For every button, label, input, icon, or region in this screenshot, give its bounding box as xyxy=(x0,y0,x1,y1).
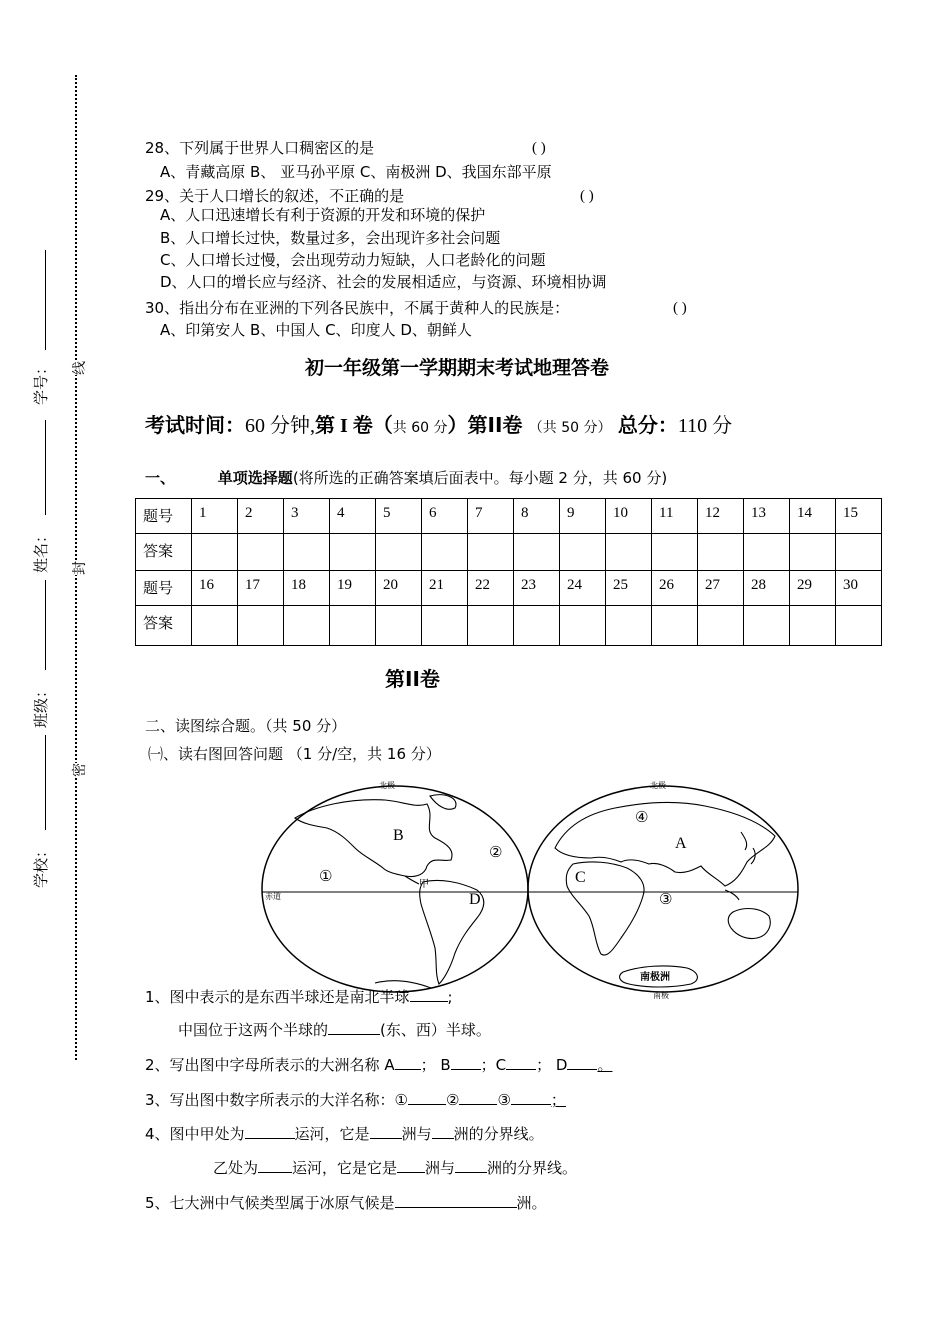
q5-end: 洲。 xyxy=(516,1194,547,1212)
field-label-school: 学校： xyxy=(32,842,51,889)
western-hemisphere-outline xyxy=(262,786,528,992)
answer-cell[interactable] xyxy=(606,534,652,571)
q-number-4: 4 xyxy=(330,499,376,534)
answer-cell[interactable] xyxy=(652,534,698,571)
q2-d: ； D xyxy=(536,1056,568,1074)
q5-line xyxy=(145,1192,547,1214)
field-label-name: 姓名： xyxy=(32,527,51,574)
q1a-text: 1、图中表示的是东西半球还是南北半球 xyxy=(145,988,410,1006)
answer-cell[interactable] xyxy=(192,534,238,571)
q30-options: A、印第安人 B、中国人 C、印度人 D、朝鲜人 xyxy=(160,321,472,339)
hemispheres-map xyxy=(255,778,805,1000)
vol2-title: 第II卷 xyxy=(385,667,440,691)
exam-time-value: 60 分钟, xyxy=(245,415,315,437)
q29-bracket: ( ) xyxy=(580,188,594,204)
vol2-score: （共 50 分） xyxy=(528,420,612,436)
q3-end: ； xyxy=(550,1091,566,1109)
section1-num: 一、 xyxy=(145,469,176,487)
q-number-7: 7 xyxy=(468,499,514,534)
answer-cell[interactable] xyxy=(790,606,836,646)
map-label-equator: 赤道 xyxy=(265,892,281,901)
q4-end: 洲的分界线。 xyxy=(453,1125,544,1143)
map-label-3: ③ xyxy=(659,890,673,908)
map-label-north-pole-w: 北极 xyxy=(379,781,395,790)
q4b-mid1: 运河，它是它是 xyxy=(292,1159,398,1177)
table-row-ans2 xyxy=(136,606,882,646)
map-label-1: ① xyxy=(319,867,333,885)
vol1-label: 第 I 卷（ xyxy=(315,415,393,437)
answer-cell[interactable] xyxy=(422,534,468,571)
answer-cell[interactable] xyxy=(790,534,836,571)
map-label-jia: 甲 xyxy=(419,879,429,890)
q-number-23: 23 xyxy=(514,571,560,606)
table-header-num: 题号 xyxy=(136,571,192,606)
answer-cell[interactable] xyxy=(376,534,422,571)
answer-cell[interactable] xyxy=(836,534,882,571)
q28-options: A、青藏高原 B、 亚马孙平原 C、南极洲 D、我国东部平原 xyxy=(160,163,552,181)
field-line-class xyxy=(45,580,46,670)
answer-cell[interactable] xyxy=(468,534,514,571)
q-number-28: 28 xyxy=(744,571,790,606)
seal-char-line: 线 xyxy=(69,361,89,375)
field-label-class: 班级： xyxy=(32,682,51,729)
q-number-10: 10 xyxy=(606,499,652,534)
answer-cell[interactable] xyxy=(376,606,422,646)
q-number-17: 17 xyxy=(238,571,284,606)
q-number-18: 18 xyxy=(284,571,330,606)
q2-b: ； B xyxy=(420,1056,451,1074)
q-number-6: 6 xyxy=(422,499,468,534)
q-number-24: 24 xyxy=(560,571,606,606)
map-label-D: D xyxy=(469,891,481,908)
answer-sheet-title: 初一年级第一学期期末考试地理答卷 xyxy=(305,357,610,379)
q4-mid1: 运河，它是 xyxy=(294,1125,370,1143)
continent-outlines xyxy=(295,795,775,988)
section2-heading: 二、读图综合题。（共 50 分） xyxy=(145,717,347,735)
q2-blank-b[interactable] xyxy=(451,1069,481,1070)
q1b-blank[interactable] xyxy=(328,1034,380,1035)
map-label-2: ② xyxy=(489,843,503,861)
answer-cell[interactable] xyxy=(284,534,330,571)
map-label-C: C xyxy=(575,869,586,886)
q29-option-d: D、人口的增长应与经济、社会的发展相适应，与资源、环境相协调 xyxy=(160,273,607,291)
q4b-blank-cont1[interactable] xyxy=(397,1172,425,1173)
q30-stem: 30、指出分布在亚洲的下列各民族中，不属于黄种人的民族是： xyxy=(145,299,570,317)
q4-line xyxy=(145,1123,544,1145)
q-number-19: 19 xyxy=(330,571,376,606)
field-line-id xyxy=(45,250,46,350)
q-number-5: 5 xyxy=(376,499,422,534)
q2-c: ；C xyxy=(480,1056,507,1074)
answer-cell[interactable] xyxy=(468,606,514,646)
q-number-27: 27 xyxy=(698,571,744,606)
table-row-num1 xyxy=(136,499,882,534)
q3-line xyxy=(145,1089,566,1111)
q5-blank[interactable] xyxy=(395,1207,517,1208)
answer-cell[interactable] xyxy=(330,606,376,646)
exam-time-label: 考试时间： xyxy=(145,413,245,437)
field-label-id: 学号： xyxy=(32,359,51,406)
q4-text: 4、图中甲处为 xyxy=(145,1125,245,1143)
answer-cell[interactable] xyxy=(238,606,284,646)
answer-cell[interactable] xyxy=(514,606,560,646)
q3-blank-2[interactable] xyxy=(459,1104,497,1105)
q2-blank-d[interactable] xyxy=(567,1069,597,1070)
table-header-ans: 答案 xyxy=(136,606,192,646)
q-number-20: 20 xyxy=(376,571,422,606)
exam-info-line xyxy=(145,411,732,442)
map-label-4: ④ xyxy=(635,808,649,826)
q29-option-a: A、人口迅速增长有利于资源的开发和环境的保护 xyxy=(160,206,486,224)
q-number-29: 29 xyxy=(790,571,836,606)
answer-cell[interactable] xyxy=(284,606,330,646)
answer-cell[interactable] xyxy=(698,534,744,571)
q2-end: 。 xyxy=(597,1056,613,1074)
q4b-text: 乙处为 xyxy=(213,1159,259,1177)
q4b-mid2: 洲与 xyxy=(425,1159,456,1177)
section1-instr: (将所选的正确答案填后面表中。每小题 2 分，共 60 分) xyxy=(292,469,668,487)
q-number-26: 26 xyxy=(652,571,698,606)
answer-table xyxy=(135,498,882,646)
q1b-post: (东、西）半球。 xyxy=(380,1021,491,1039)
q4-blank-cont1[interactable] xyxy=(370,1138,402,1139)
sub1-heading: ㈠、读右图回答问题 （1 分/空，共 16 分） xyxy=(148,745,441,763)
q29-option-c: C、人口增长过慢，会出现劳动力短缺，人口老龄化的问题 xyxy=(160,251,546,269)
q1b-text: 中国位于这两个半球的 xyxy=(178,1021,329,1039)
table-header-ans: 答案 xyxy=(136,534,192,571)
q-number-25: 25 xyxy=(606,571,652,606)
section1-heading xyxy=(145,467,667,489)
answer-cell[interactable] xyxy=(606,606,652,646)
answer-cell[interactable] xyxy=(744,606,790,646)
q3-2: ② xyxy=(446,1091,460,1109)
answer-cell[interactable] xyxy=(744,534,790,571)
answer-cell[interactable] xyxy=(514,534,560,571)
q-number-15: 15 xyxy=(836,499,882,534)
q-number-30: 30 xyxy=(836,571,882,606)
q-number-1: 1 xyxy=(192,499,238,534)
vol1-score: 共 60 分 xyxy=(392,420,448,436)
answer-cell[interactable] xyxy=(238,534,284,571)
answer-cell[interactable] xyxy=(836,606,882,646)
q28-bracket: ( ) xyxy=(532,140,546,156)
field-line-name xyxy=(45,420,46,515)
table-header-num: 题号 xyxy=(136,499,192,534)
q4b-end: 洲的分界线。 xyxy=(487,1159,578,1177)
q-number-21: 21 xyxy=(422,571,468,606)
q4-mid2: 洲与 xyxy=(401,1125,432,1143)
q3-blank-1[interactable] xyxy=(408,1104,446,1105)
q3-blank-3[interactable] xyxy=(511,1104,551,1105)
q28-stem: 28、下列属于世界人口稠密区的是 xyxy=(145,139,375,157)
answer-cell[interactable] xyxy=(698,606,744,646)
q4b-line xyxy=(213,1157,577,1179)
q-number-3: 3 xyxy=(284,499,330,534)
q4b-blank-cont2[interactable] xyxy=(455,1172,487,1173)
total-value: 110 分 xyxy=(677,415,733,437)
q2-blank-c[interactable] xyxy=(506,1069,536,1070)
answer-cell[interactable] xyxy=(560,534,606,571)
q2-line xyxy=(145,1054,612,1076)
q-number-22: 22 xyxy=(468,571,514,606)
q29-option-b: B、人口增长过快，数量过多，会出现许多社会问题 xyxy=(160,229,501,247)
table-row-ans1 xyxy=(136,534,882,571)
q-number-2: 2 xyxy=(238,499,284,534)
map-label-antarctica: 南极洲 xyxy=(640,972,670,983)
answer-cell[interactable] xyxy=(330,534,376,571)
vol2-label: ）第II卷 xyxy=(447,413,523,437)
total-label: 总分： xyxy=(617,413,678,437)
q-number-14: 14 xyxy=(790,499,836,534)
q-number-16: 16 xyxy=(192,571,238,606)
q3-3: ③ xyxy=(497,1091,511,1109)
map-label-south-pole: 南极 xyxy=(653,991,669,1000)
map-label-north-pole-e: 北极 xyxy=(650,781,666,790)
q-number-12: 12 xyxy=(698,499,744,534)
q5-text: 5、七大洲中气候类型属于冰原气候是 xyxy=(145,1194,395,1212)
seal-char-seal: 封 xyxy=(69,561,89,575)
answer-cell[interactable] xyxy=(422,606,468,646)
q-number-13: 13 xyxy=(744,499,790,534)
q2-text: 2、写出图中字母所表示的大洲名称 A xyxy=(145,1056,395,1074)
answer-cell[interactable] xyxy=(560,606,606,646)
q1a-line: 1、图中表示的是东西半球还是南北半球 ; xyxy=(145,988,453,1006)
field-line-school xyxy=(45,735,46,830)
map-label-B: B xyxy=(393,827,404,844)
q3-text: 3、写出图中数字所表示的大洋名称：① xyxy=(145,1091,408,1109)
q-number-9: 9 xyxy=(560,499,606,534)
q-number-8: 8 xyxy=(514,499,560,534)
answer-cell[interactable] xyxy=(192,606,238,646)
section1-label: 单项选择题 xyxy=(217,469,293,487)
q1a-blank[interactable] xyxy=(410,1001,448,1002)
q2-blank-a[interactable] xyxy=(395,1069,421,1070)
q4-blank-cont2[interactable] xyxy=(432,1138,454,1139)
q29-stem: 29、关于人口增长的叙述，不正确的是 xyxy=(145,187,405,205)
answer-cell[interactable] xyxy=(652,606,698,646)
q-number-11: 11 xyxy=(652,499,698,534)
map-label-A: A xyxy=(675,835,687,852)
seal-char-secret: 密 xyxy=(69,763,89,777)
q4b-blank-canal[interactable] xyxy=(258,1172,292,1173)
q30-bracket: ( ) xyxy=(673,300,687,316)
q1b-line xyxy=(178,1019,491,1041)
q4-blank-canal[interactable] xyxy=(245,1138,295,1139)
table-row-num2 xyxy=(136,571,882,606)
